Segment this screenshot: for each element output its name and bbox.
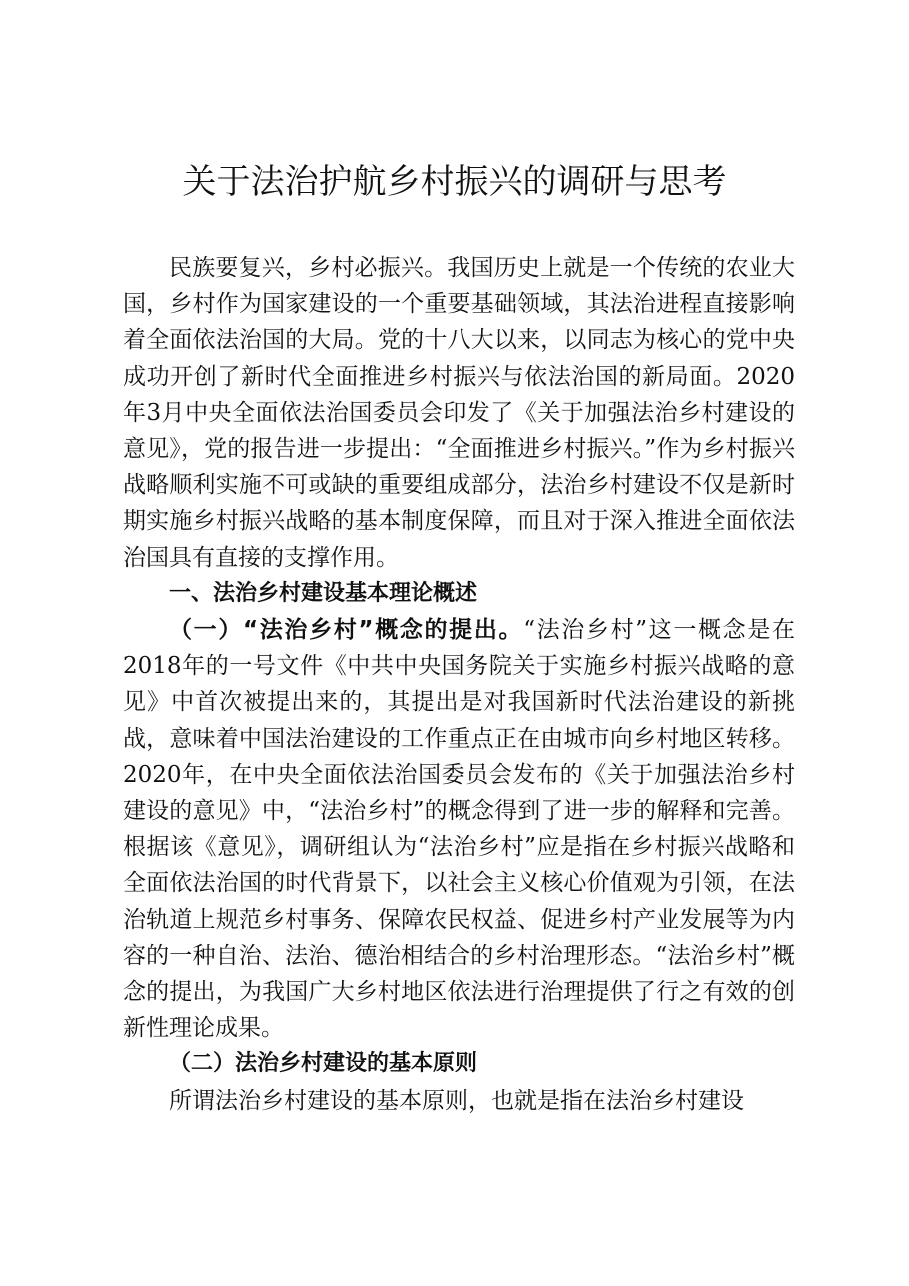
- intro-paragraph: 民族要复兴，乡村必振兴。我国历史上就是一个传统的农业大国，乡村作为国家建设的一个重要基础领域，其法治进程直接影响着全面依法治国的大局。党的十八大以来，以同志为核心的党中央成功开创了新时代全面推进乡村振兴与依法治国的新局面。2020年3月中央全面依法治国委员会印发了《关于加强法治乡村建设的意见》，党的报告进一步提出：“全面推进乡村振兴。”作为乡村振兴战略顺利实施不可或缺的重要组成部分，法治乡村建设不仅是新时期实施乡村振兴战略的基本制度保障，而且对于深入推进全面依法治国具有直接的支撑作用。: [123, 255, 795, 571]
- subsection-2-paragraph: 所谓法治乡村建设的基本原则，也就是指在法治乡村建设: [169, 1087, 744, 1114]
- section-heading-1: 一、法治乡村建设基本理论概述: [169, 580, 478, 606]
- subsection-1-heading: （一）“法治乡村”概念的提出。: [169, 617, 524, 644]
- document-title: 关于法治护航乡村振兴的调研与思考: [182, 162, 727, 202]
- document-body: [123, 250, 795, 1119]
- subsection-1-paragraph: [123, 612, 795, 1046]
- subsection-1-text: “法治乡村”这一概念是在2018年的一号文件《中共中央国务院关于实施乡村振兴战略的意见》中首次被提出来的，其提出是对我国新时代法治建设的新挑战，意味着中国法治建设的工作重点正在由城市向乡村地区转移。2020年，在中央全面依法治国委员会发布的《关于加强法治乡村建设的意见》中，“法治乡村”的概念得到了进一步的解释和完善。根据该《意见》，调研组认为“法治乡村”应是指在乡村振兴战略和全面依法治国的时代背景下，以社会主义核心价值观为引领，在法治轨道上规范乡村事务、保障农民权益、促进乡村产业发展等为内容的一种自治、法治、德治相结合的乡村治理形态。“法治乡村”概念的提出，为我国广大乡村地区依法进行治理提供了行之有效的创新性理论成果。: [123, 617, 795, 1042]
- subsection-2-heading: （二）法治乡村建设的基本原则: [169, 1051, 478, 1077]
